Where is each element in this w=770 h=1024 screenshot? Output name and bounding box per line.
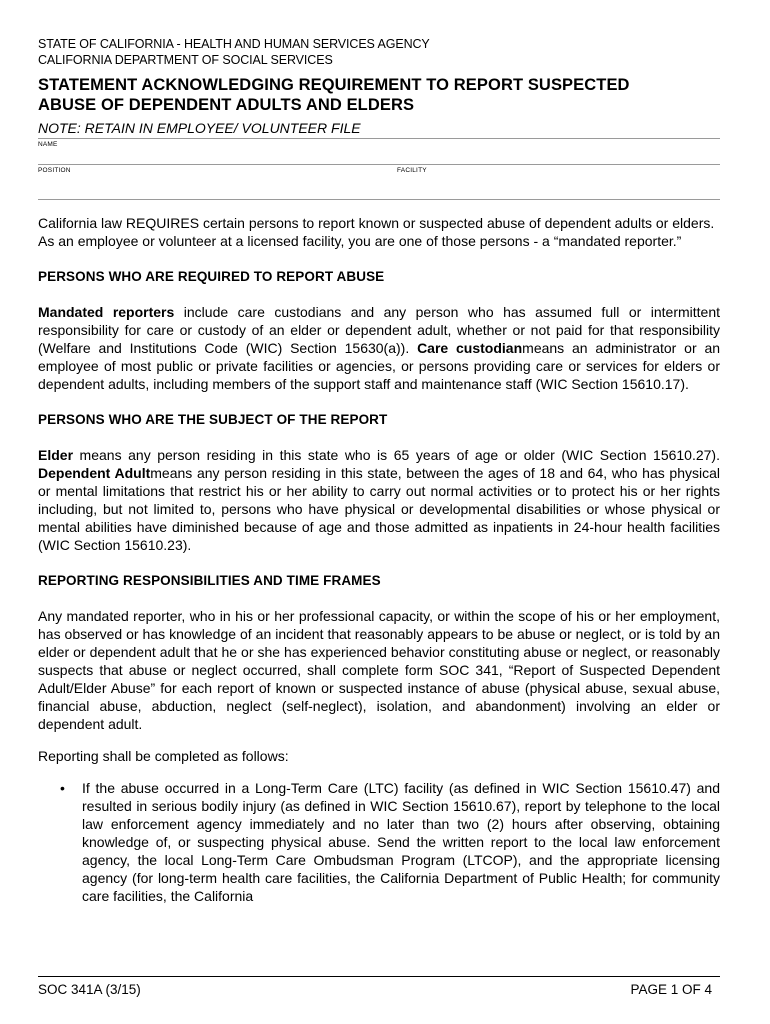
section-heading-subject-of-report: PERSONS WHO ARE THE SUBJECT OF THE REPORT (38, 412, 388, 427)
mandated-reporters-paragraph (38, 303, 720, 393)
facility-label: FACILITY (397, 167, 427, 174)
name-field[interactable] (38, 138, 720, 164)
term-dependent-adult: Dependent Adult (38, 465, 151, 481)
title-line-1: STATEMENT ACKNOWLEDGING REQUIREMENT TO REPORT SUSPECTED (38, 76, 630, 94)
care-custodian-text: means an administrator or an employee of most public or private facilities or agencies, or persons providing care or services for elders or dependent adults, including members of the support staff and maintenance staff (WIC Section 15610.17). (38, 340, 721, 392)
section-heading-reporting-responsibilities: REPORTING RESPONSIBILITIES AND TIME FRAMES (38, 573, 381, 588)
position-facility-row (38, 164, 720, 199)
section-heading-required-to-report: PERSONS WHO ARE REQUIRED TO REPORT ABUSE (38, 269, 385, 284)
bullet-ltc-facility-text: If the abuse occurred in a Long-Term Care (LTC) facility (as defined in WIC Section 15610.47) and resulted in serious bodily injury (as defined in WIC Section 15610.67), report by telephone to the local law enforcement agency immediately and no later than two (2) hours after observing, obtaining knowledge of, or suspecting physical abuse. Send the written report to the local law enforcement agency, the local Long-Term Care Ombudsman Program (LTCOP), and the appropriate licensing agency (for long-term health care facilities, the California Department of Public Health; for community care facilities, the California (82, 780, 720, 904)
form-id: SOC 341A (3/15) (38, 982, 141, 997)
term-elder: Elder (38, 447, 74, 463)
elder-text: means any person residing in this state who is 65 years of age or older (WIC Section 15610.27). (73, 447, 720, 463)
reporting-responsibilities-paragraph: Any mandated reporter, who in his or her professional capacity, or within the scope of his or her employment, has observed or has knowledge of an incident that reasonably appears to be abuse or neglect, or is told by an elder or dependent adult that he or she has experienced behavior constituting abuse or neglect, or reasonably suspects that abuse or neglect occurred, shall complete form SOC 341, “Report of Suspected Dependent Adult/Elder Abuse” for each report of known or suspected instance of abuse (physical abuse, sexual abuse, financial abuse, abduction, neglect (self-neglect), isolation, and abandonment) involving an elder or dependent adult. (38, 608, 720, 732)
document-page (38, 36, 720, 905)
position-label: POSITION (38, 167, 71, 174)
bullet-icon: • (60, 780, 65, 796)
footer-rule (38, 976, 720, 977)
intro-paragraph: California law REQUIRES certain persons to report known or suspected abuse of dependent adults or elders. As an employee or volunteer at a licensed facility, you are one of those persons - a “mandated reporter.” (38, 215, 715, 249)
elder-dependent-paragraph (38, 446, 720, 554)
form-bottom-rule (38, 199, 720, 200)
list-item (38, 779, 720, 905)
agency-line-2: CALIFORNIA DEPARTMENT OF SOCIAL SERVICES (38, 53, 333, 67)
term-care-custodian: Care custodian (417, 340, 523, 356)
agency-line-1: STATE OF CALIFORNIA - HEALTH AND HUMAN SERVICES AGENCY (38, 37, 430, 51)
mandated-reporters-text: include care custodians and any person who has assumed full or intermittent responsibility for care or custody of an elder or dependent adult, whether or not paid for that responsibility (Welfare and Institutions Code (WIC) Section 15630(a)). (38, 304, 720, 356)
title-line-2: ABUSE OF DEPENDENT ADULTS AND ELDERS (38, 96, 415, 114)
retention-note: NOTE: RETAIN IN EMPLOYEE/ VOLUNTEER FILE (38, 120, 361, 136)
page-number: PAGE 1 OF 4 (630, 982, 712, 997)
name-label: NAME (38, 141, 58, 148)
dependent-adult-text: means any person residing in this state, between the ages of 18 and 64, who has physical or mental limitations that restrict his or her ability to carry out normal activities or to protect his or her rights including, but not limited to, persons who have physical or developmental disabilities or whose physical or mental abilities have diminished because of age and those admitted as inpatients in 24-hour health facilities (WIC Section 15610.23). (38, 465, 720, 553)
term-mandated-reporters: Mandated reporters (38, 304, 175, 320)
document-title (38, 75, 720, 115)
reporting-intro: Reporting shall be completed as follows: (38, 748, 289, 764)
